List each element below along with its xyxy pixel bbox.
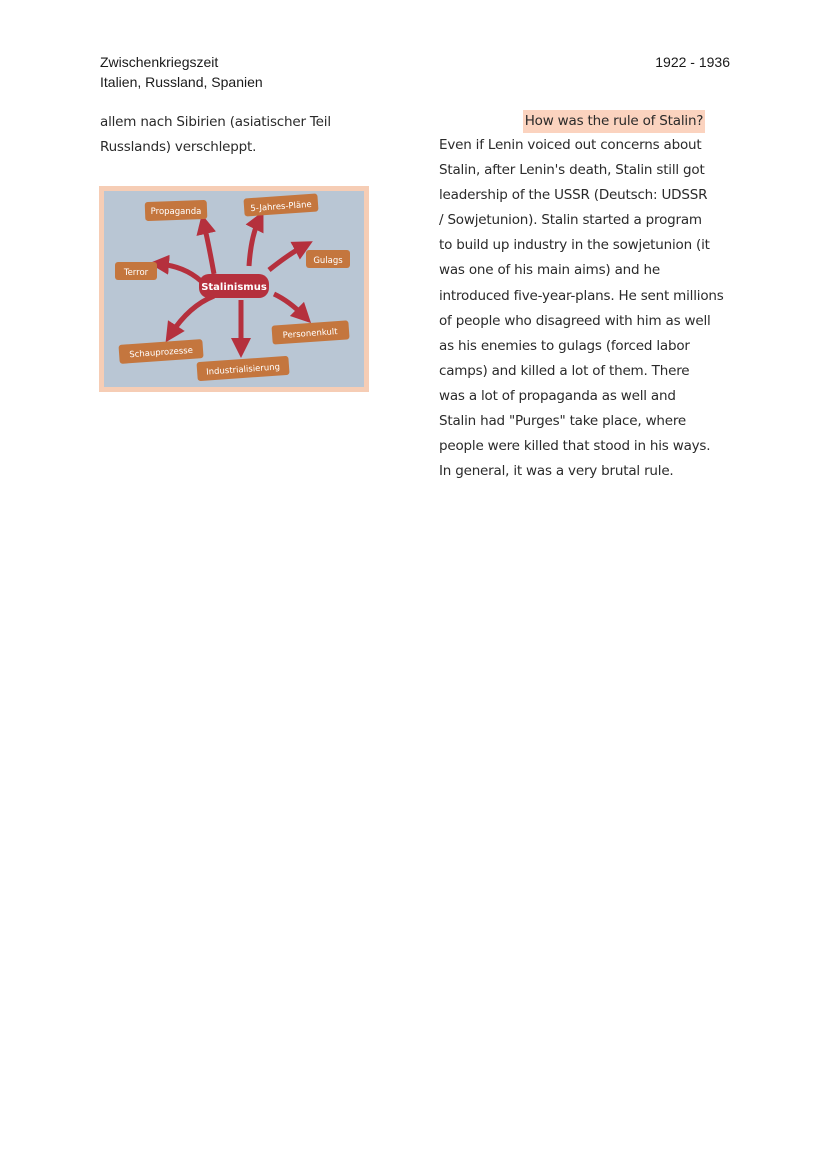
text-line: camps) and killed a lot of them. There bbox=[439, 362, 690, 379]
right-column bbox=[439, 110, 739, 484]
stalinismus-diagram bbox=[99, 186, 369, 392]
header-subtitle: Italien, Russland, Spanien bbox=[100, 74, 263, 90]
text-line: leadership of the USSR (Deutsch: UDSSR bbox=[439, 187, 708, 204]
node-personenkult: Personenkult bbox=[282, 327, 338, 341]
node-gulags: Gulags bbox=[313, 256, 343, 266]
text-line: people were killed that stood in his ways. bbox=[439, 438, 711, 455]
text-line: Even if Lenin voiced out concerns about bbox=[439, 137, 702, 153]
text-line: In general, it was a very brutal rule. bbox=[439, 463, 674, 480]
answer-text bbox=[439, 133, 739, 484]
node-schauprozesse: Schauprozesse bbox=[129, 345, 194, 361]
node-terror: Terror bbox=[123, 268, 149, 278]
text-line: Russlands) verschleppt. bbox=[100, 139, 257, 155]
text-line: allem nach Sibirien (asiatischer Teil bbox=[100, 114, 331, 130]
text-line: was a lot of propaganda as well and bbox=[439, 387, 676, 404]
document-header bbox=[100, 52, 263, 92]
node-industrialisierung: Industrialisierung bbox=[205, 362, 281, 378]
text-line: Stalin had "Purges" take place, where bbox=[439, 413, 687, 430]
text-line: to build up industry in the sowjetunion (it bbox=[439, 237, 710, 254]
text-line: Stalin, after Lenin's death, Stalin still got bbox=[439, 162, 705, 179]
text-line: as his enemies to gulags (forced labor bbox=[439, 337, 690, 354]
node-stalinismus: Stalinismus bbox=[201, 282, 267, 293]
header-title: Zwischenkriegszeit bbox=[100, 54, 219, 70]
left-column-text bbox=[100, 110, 380, 160]
text-line: introduced five-year-plans. He sent millions bbox=[439, 287, 724, 304]
text-line: was one of his main aims) and he bbox=[439, 262, 660, 279]
text-line: of people who disagreed with him as well bbox=[439, 312, 711, 329]
text-line: / Sowjetunion). Stalin started a program bbox=[439, 212, 702, 229]
node-propaganda: Propaganda bbox=[150, 207, 202, 217]
header-date-range: 1922 - 1936 bbox=[655, 54, 730, 70]
question-heading-wrap bbox=[439, 110, 739, 133]
question-heading: How was the rule of Stalin? bbox=[523, 110, 706, 133]
node-5-jahres-plaene: 5-Jahres-Pläne bbox=[250, 199, 313, 215]
diagram-svg bbox=[99, 186, 369, 392]
